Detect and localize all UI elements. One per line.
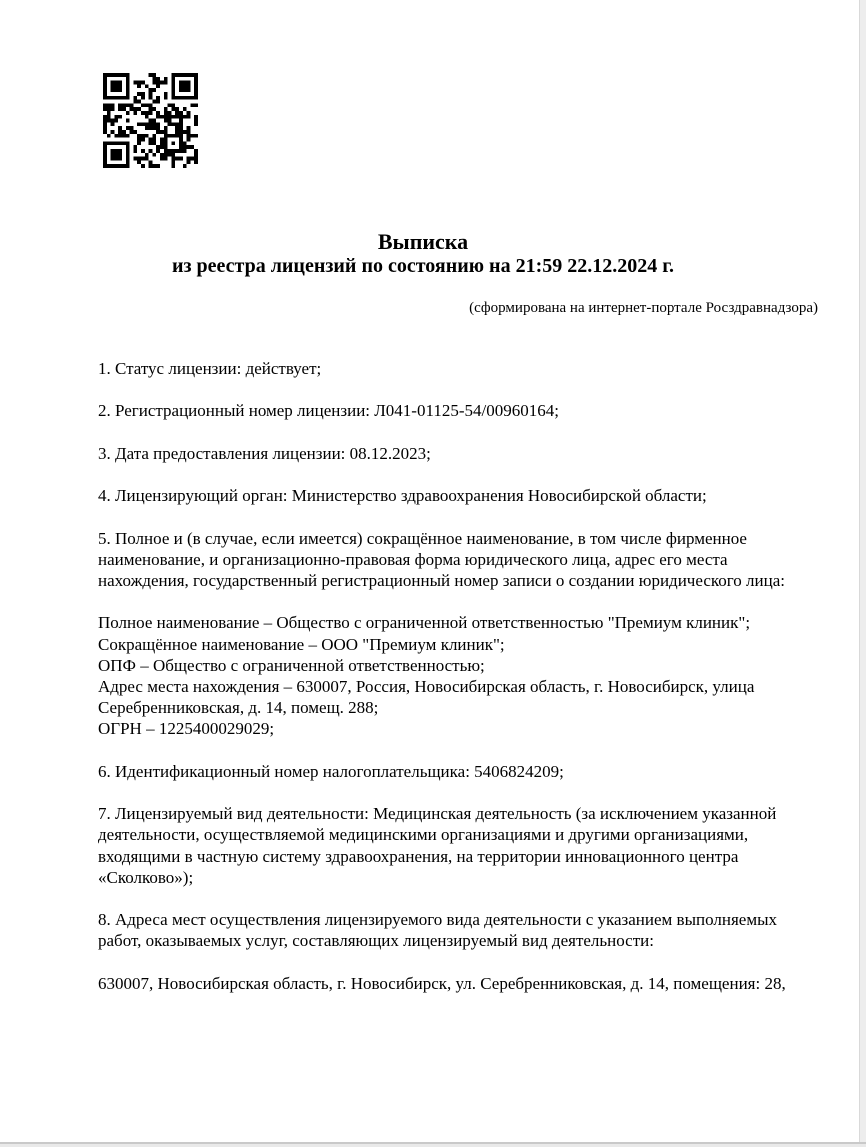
- paragraph: [98, 761, 786, 782]
- paragraph-line: Серебренниковская, д. 14, помещ. 288;: [98, 698, 379, 718]
- document-subtitle: (сформирована на интернет-портале Росздравнадзора): [469, 300, 818, 316]
- page-right-edge: [859, 0, 866, 1147]
- paragraph: [98, 973, 786, 994]
- document-body: [98, 358, 786, 1015]
- paragraph-line: Адрес места нахождения – 630007, Россия, Новосибирская область, г. Новосибирск, улица: [98, 676, 755, 696]
- paragraph-line: 6. Идентификационный номер налогоплательщика: 5406824209;: [98, 761, 564, 781]
- paragraph: [98, 485, 786, 506]
- paragraph-line: деятельности, осуществляемой медицинскими организациями и другими организациями,: [98, 825, 749, 845]
- paragraph-line: нахождения, государственный регистрационный номер записи о создании юридического лица:: [98, 570, 786, 590]
- title-line: Выписка: [377, 229, 469, 254]
- document-title: [60, 229, 786, 279]
- paragraph: [98, 803, 786, 888]
- paragraph-line: 8. Адреса мест осуществления лицензируемого вида деятельности с указанием выполняемых: [98, 910, 777, 930]
- paragraph-line: 7. Лицензируемый вид деятельности: Медицинская деятельность (за исключением указанной: [98, 804, 777, 824]
- paragraph: [98, 909, 786, 951]
- paragraph-line: 3. Дата предоставления лицензии: 08.12.2023;: [98, 443, 431, 463]
- paragraph-line: ОГРН – 1225400029029;: [98, 719, 275, 739]
- paragraph-line: 5. Полное и (в случае, если имеется) сокращённое наименование, в том числе фирменное: [98, 528, 747, 548]
- page-bottom-edge: [0, 1142, 866, 1147]
- paragraph-line: наименование, и организационно-правовая форма юридического лица, адрес его места: [98, 549, 728, 569]
- title-line: из реестра лицензий по состоянию на 21:59 22.12.2024 г.: [171, 255, 675, 277]
- paragraph-line: входящими в частную систему здравоохранения, на территории инновационного центра: [98, 846, 739, 866]
- paragraph-line: Полное наименование – Общество с ограниченной ответственностью "Премиум клиник";: [98, 613, 751, 633]
- paragraph-line: 2. Регистрационный номер лицензии: Л041-01125-54/00960164;: [98, 401, 559, 421]
- paragraph: [98, 612, 786, 739]
- qr-code-icon: [103, 73, 198, 168]
- paragraph-line: 630007, Новосибирская область, г. Новосибирск, ул. Серебренниковская, д. 14, помещения: 28,: [98, 973, 786, 993]
- paragraph: [98, 400, 786, 421]
- paragraph: [98, 358, 786, 379]
- paragraph-line: ОПФ – Общество с ограниченной ответственностью;: [98, 655, 485, 675]
- paragraph-line: Сокращённое наименование – ООО "Премиум клиник";: [98, 634, 505, 654]
- paragraph: [98, 528, 786, 592]
- paragraph-line: 4. Лицензирующий орган: Министерство здравоохранения Новосибирской области;: [98, 486, 707, 506]
- paragraph: [98, 443, 786, 464]
- paragraph-line: работ, оказываемых услуг, составляющих лицензируемый вид деятельности:: [98, 931, 654, 951]
- paragraph-line: 1. Статус лицензии: действует;: [98, 359, 322, 378]
- paragraph-line: «Сколково»);: [98, 867, 194, 887]
